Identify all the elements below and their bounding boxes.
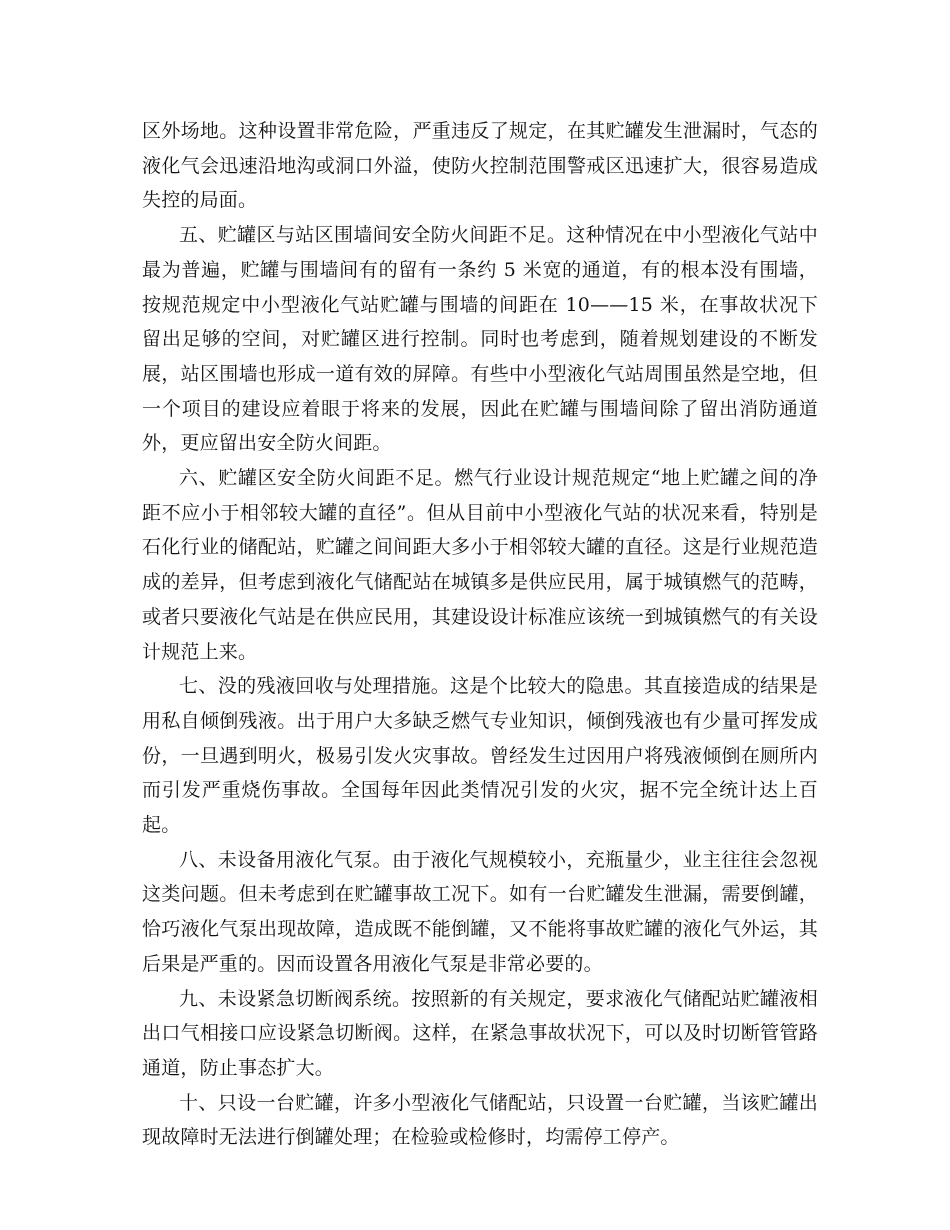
paragraph-item-6: 六、贮罐区安全防火间距不足。燃气行业设计规范规定“地上贮罐之间的净距不应小于相邻较大罐的直径”。但从目前中小型液化气站的状况来看，特别是石化行业的储配站，贮罐之间间距大多小于相邻较大罐的直径。这是行业规范造成的差异，但考虑到液化气储配站在城镇多是供应民用，属于城镇燃气的范畴，或者只要液化气站是在供应民用，其建设设计标准应该统一到城镇燃气的有关设计规范上来。	[142, 467, 818, 663]
paragraph-item-5: 五、贮罐区与站区围墙间安全防火间距不足。这种情况在中小型液化气站中最为普遍，贮罐与围墙间有的留有一条约 5 米宽的通道，有的根本没有围墙，按规范规定中小型液化气站贮罐与围墙的间距在 10——15 米，在事故状况下留出足够的空间，对贮罐区进行控制。同时也考虑到，随着规划建设的不断发展，站区围墙也形成一道有效的屏障。有些中小型液化气站周围虽然是空地，但一个项目的建设应着眼于将来的发展，因此在贮罐与围墙间除了留出消防通道外，更应留出安全防火间距。	[142, 224, 818, 455]
document-body	[142, 114, 818, 1155]
paragraph-item-10: 十、只设一台贮罐，许多小型液化气储配站，只设置一台贮罐，当该贮罐出现故障时无法进行倒罐处理；在检验或检修时，均需停工停产。	[142, 1091, 818, 1149]
paragraph-item-8: 八、未设备用液化气泵。由于液化气规模较小，充瓶量少，业主往往会忽视这类问题。但未考虑到在贮罐事故工况下。如有一台贮罐发生泄漏，需要倒罐，恰巧液化气泵出现故障，造成既不能倒罐，又不能将事故贮罐的液化气外运，其后果是严重的。因而设置各用液化气泵是非常必要的。	[142, 848, 818, 975]
paragraph-item-7: 七、没的残液回收与处理措施。这是个比较大的隐患。其直接造成的结果是用私自倾倒残液。出于用户大多缺乏燃气专业知识，倾倒残液也有少量可挥发成份，一旦遇到明火，极易引发火灾事故。曾经发生过因用户将残液倾倒在厕所内而引发严重烧伤事故。全国每年因此类情况引发的火灾，据不完全统计达上百起。	[142, 675, 818, 837]
paragraph-item-9: 九、未设紧急切断阀系统。按照新的有关规定，要求液化气储配站贮罐液相出口气相接口应设紧急切断阀。这样，在紧急事故状况下，可以及时切断管管路通道，防止事态扩大。	[142, 987, 818, 1079]
paragraph-continuation: 区外场地。这种设置非常危险，严重违反了规定，在其贮罐发生泄漏时，气态的液化气会迅速沿地沟或洞口外溢，使防火控制范围警戒区迅速扩大，很容易造成失控的局面。	[142, 120, 818, 212]
